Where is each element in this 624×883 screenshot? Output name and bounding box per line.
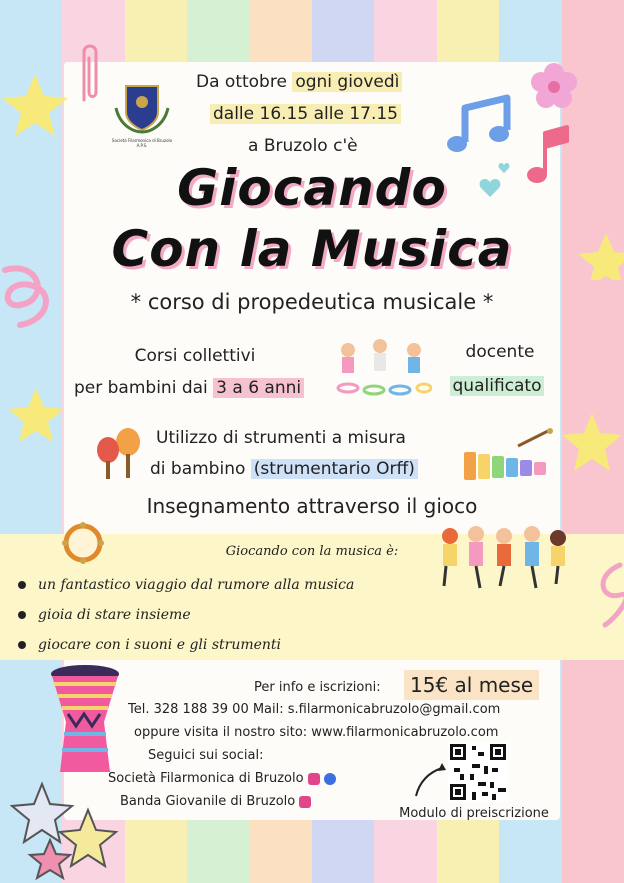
music-notes-icon (445, 90, 525, 160)
info-label: Per info e iscrizioni: (254, 680, 381, 695)
schedule-month: Da ottobre (196, 72, 287, 92)
maracas-icon (92, 426, 148, 482)
bullet-icon (18, 581, 26, 589)
list-item-text: un fantastico viaggio dal rumore alla musica (38, 577, 355, 593)
association-logo (104, 78, 180, 148)
crest-icon (112, 78, 172, 134)
list-item (18, 600, 354, 630)
star-icon (6, 385, 66, 445)
play-teaching-line: Insegnamento attraverso il gioco (146, 494, 478, 518)
flower-icon (530, 62, 578, 110)
list-item (18, 630, 354, 660)
schedule-time-text: dalle 16.15 alle 17.15 (210, 104, 401, 124)
instagram-icon[interactable] (308, 773, 320, 785)
logo-caption: Società Filarmonica di Bruzolo (111, 138, 173, 143)
teacher-qualified: qualificato (450, 376, 545, 396)
dancing-children-icon (330, 336, 432, 398)
list-item (18, 570, 354, 600)
star-icon (560, 410, 624, 474)
band-heading: Giocando con la musica è: (225, 544, 399, 559)
qr-code-icon[interactable] (448, 742, 508, 802)
teacher-line-1: docente (465, 342, 535, 362)
social-item-banda[interactable] (120, 794, 311, 809)
social-item-filarmonica[interactable] (108, 771, 336, 786)
stars-decoration-icon (10, 780, 120, 880)
title-line-2: Con la Musica (111, 220, 513, 278)
star-icon (0, 70, 70, 140)
logo-subcaption: A.P.S. (136, 143, 148, 148)
instruments-line-2 (150, 459, 418, 479)
qr-caption: Modulo di preiscrizione (399, 806, 549, 821)
band-list (18, 570, 354, 660)
schedule-time (210, 104, 401, 124)
website-line: oppure visita il nostro sito: www.filarmonicabruzolo.com (134, 725, 499, 740)
title-line-1: Giocando (177, 159, 447, 217)
location-line: a Bruzolo c'è (248, 136, 358, 156)
tambourine-icon (60, 520, 106, 566)
social-item-label: Banda Giovanile di Bruzolo (120, 794, 296, 809)
instruments-line-1: Utilizzo di strumenti a misura (156, 428, 406, 448)
teacher-line-2 (440, 376, 554, 396)
bullet-icon (18, 641, 26, 649)
courses-age-label: per bambini dai (74, 378, 208, 398)
contact-line: Tel. 328 188 39 00 Mail: s.filarmonicabruzolo@gmail.com (128, 702, 501, 717)
list-item-text: giocare con i suoni e gli strumenti (38, 637, 282, 653)
list-item-text: gioia di stare insieme (38, 607, 191, 623)
schedule-weekday: ogni giovedì (292, 72, 402, 92)
subtitle: * corso di propedeutica musicale * (130, 290, 494, 314)
bullet-icon (18, 611, 26, 619)
social-item-label: Società Filarmonica di Bruzolo (108, 771, 304, 786)
courses-line-1: Corsi collettivi (134, 346, 256, 366)
instagram-icon[interactable] (299, 796, 311, 808)
arrow-icon (412, 760, 448, 800)
orff-label: (strumentario Orff) (251, 459, 418, 479)
xylophone-icon (458, 428, 558, 486)
star-icon (576, 230, 624, 280)
djembe-drum-icon (46, 664, 124, 776)
facebook-icon[interactable] (324, 773, 336, 785)
social-label: Seguici sui social: (148, 748, 264, 763)
instruments-size: di bambino (150, 459, 246, 479)
paperclip-icon (74, 40, 104, 110)
ribbon-swirl-icon (590, 560, 624, 630)
price-badge: 15€ al mese (404, 670, 539, 700)
schedule-days (196, 72, 402, 92)
courses-line-2 (74, 378, 304, 398)
ribbon-swirl-icon (0, 260, 60, 330)
age-range: 3 a 6 anni (213, 378, 304, 398)
